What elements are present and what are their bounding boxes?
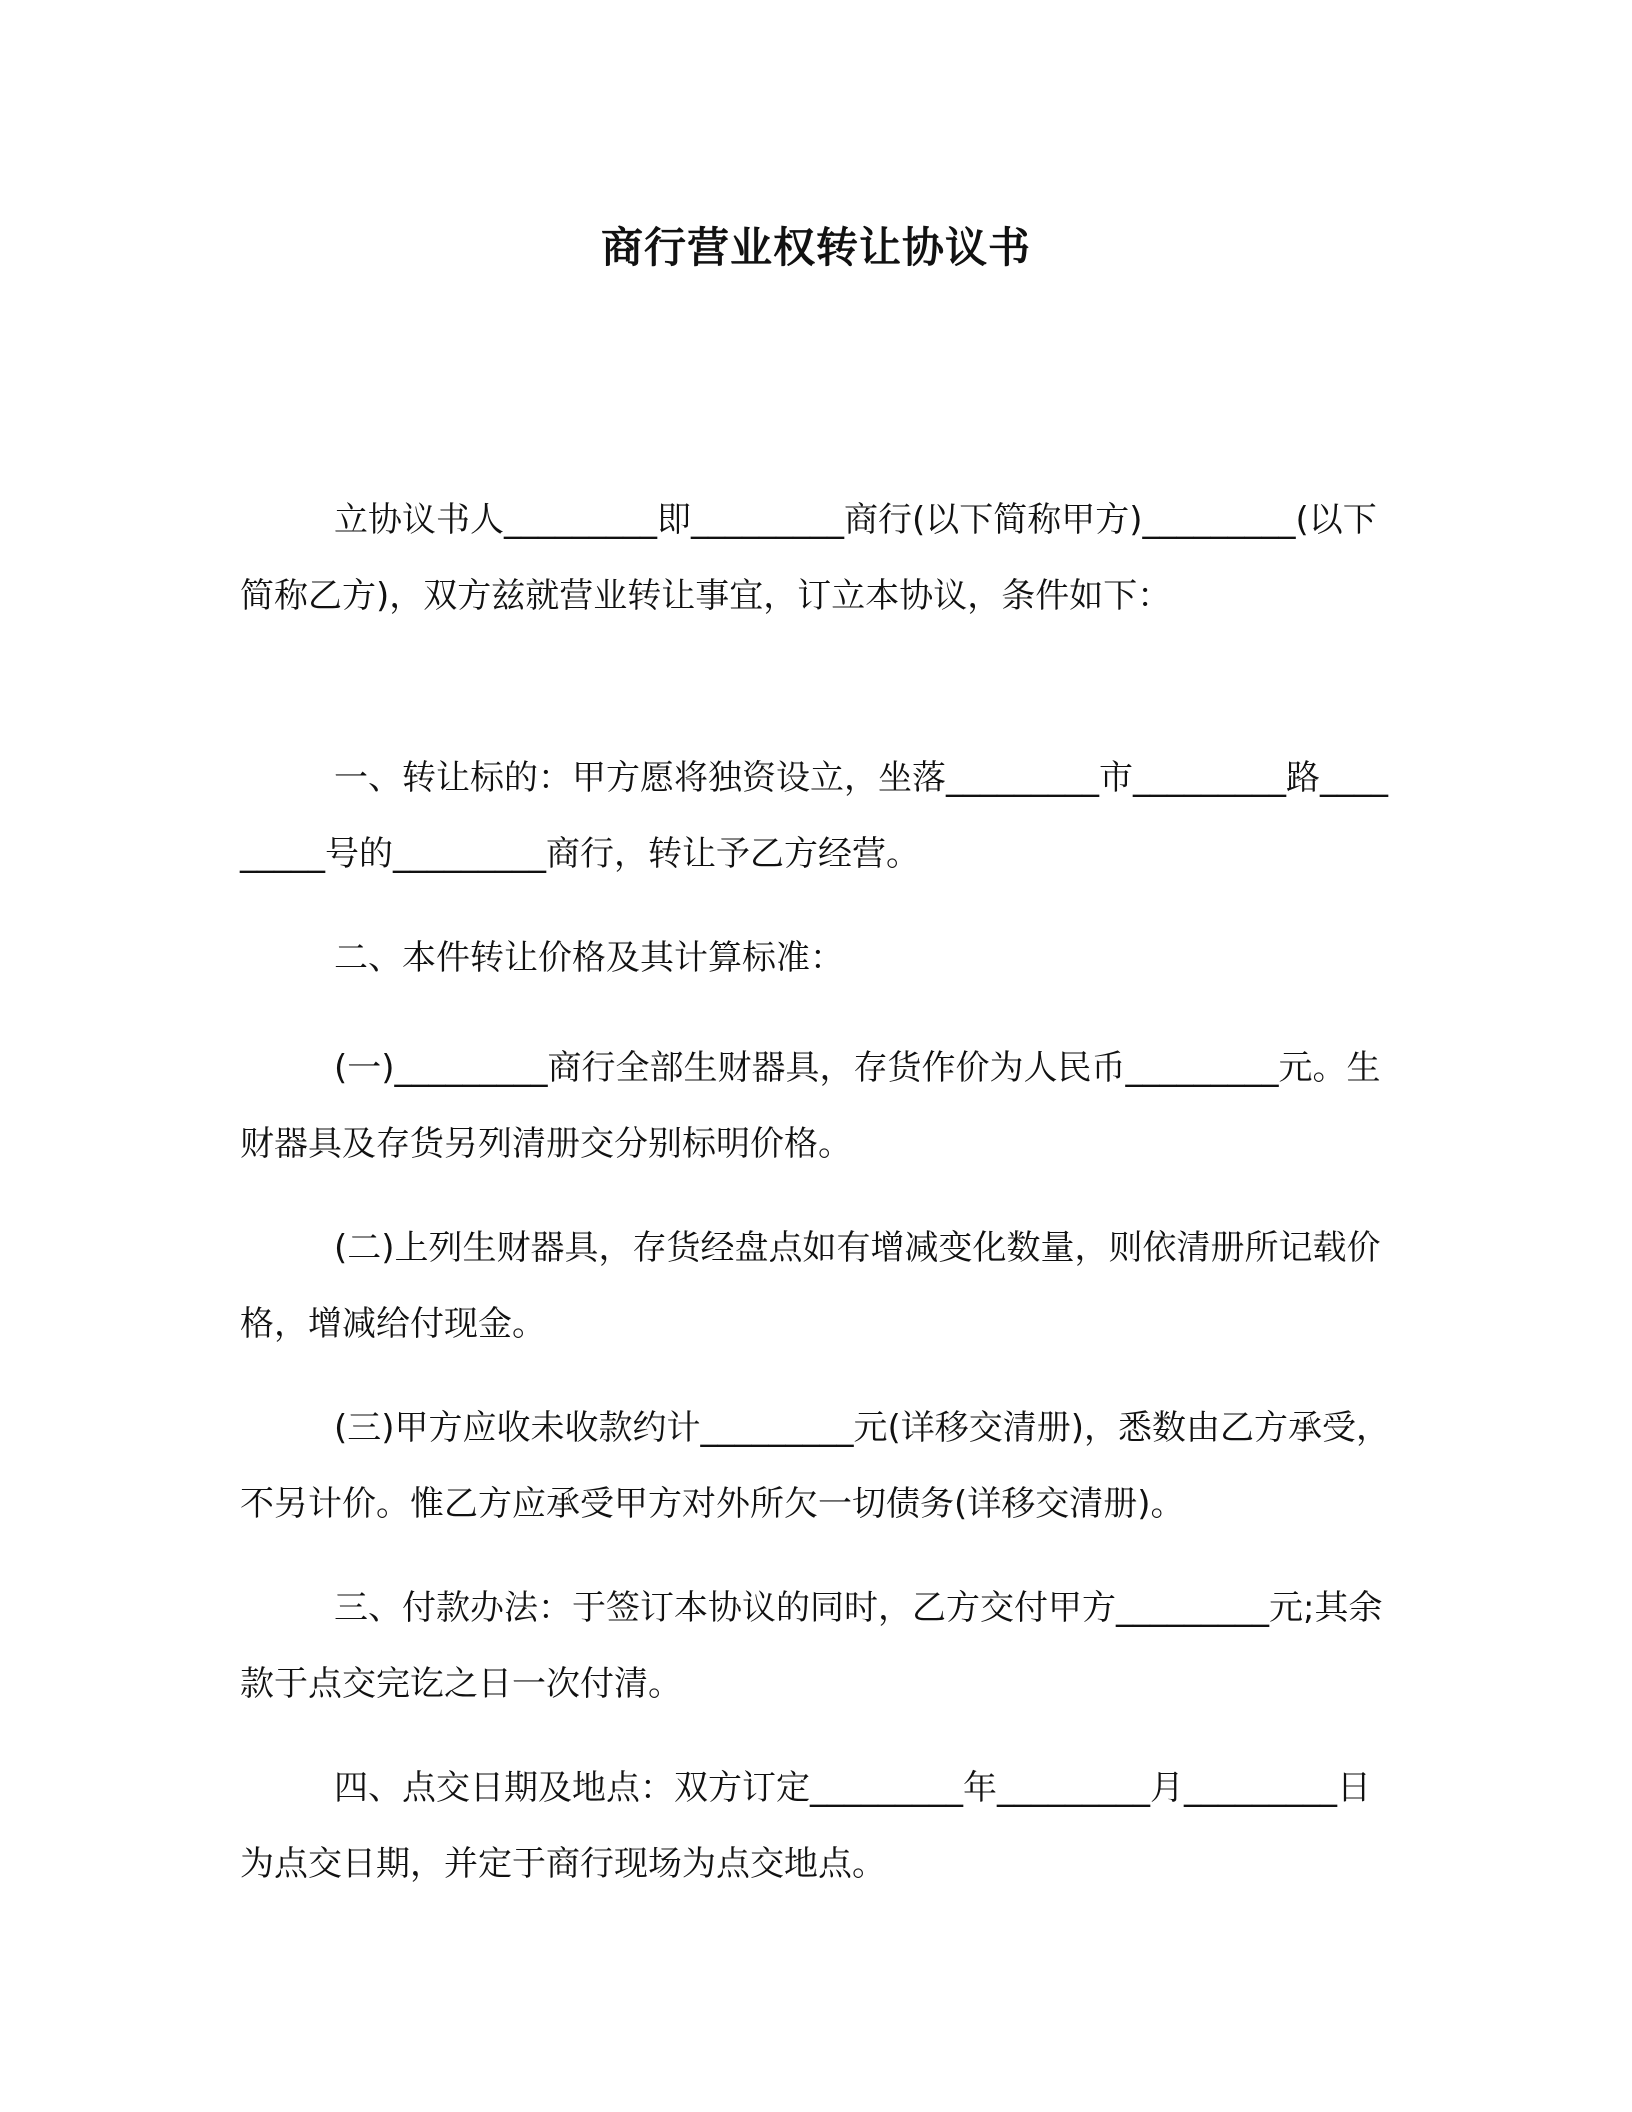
paragraph-price-item-3: (三)甲方应收未收款约计_________元(详移交清册)，悉数由乙方承受，不另计价。惟乙方应承受甲方对外所欠一切债务(详移交清册)。 xyxy=(240,1408,1391,1524)
paragraph-price-item-1: (一)_________商行全部生财器具，存货作价为人民币_________元。生财器具及存货另列清册交分别标明价格。 xyxy=(240,1048,1381,1164)
paragraph-payment-method: 三、付款办法：于签订本协议的同时，乙方交付甲方_________元;其余款于点交完讫之日一次付清。 xyxy=(240,1588,1383,1704)
paragraph-transfer-subject: 一、转让标的：甲方愿将独资设立，坐落_________市_________路_________号的_________商行，转让予乙方经营。 xyxy=(240,758,1388,874)
document-title: 商行营业权转让协议书 xyxy=(600,223,1031,272)
paragraph-price-heading: 二、本件转让价格及其计算标准： xyxy=(334,938,844,978)
paragraph-delivery-date-location: 四、点交日期及地点：双方订定_________年_________月_________日为点交日期，并定于商行现场为点交地点。 xyxy=(240,1768,1371,1884)
paragraph-parties: 立协议书人_________即_________商行(以下简称甲方)_________(以下简称乙方)，双方兹就营业转让事宜，订立本协议，条件如下： xyxy=(240,500,1377,616)
paragraph-price-item-2: (二)上列生财器具，存货经盘点如有增减变化数量，则依清册所记载价格，增减给付现金。 xyxy=(240,1228,1381,1344)
